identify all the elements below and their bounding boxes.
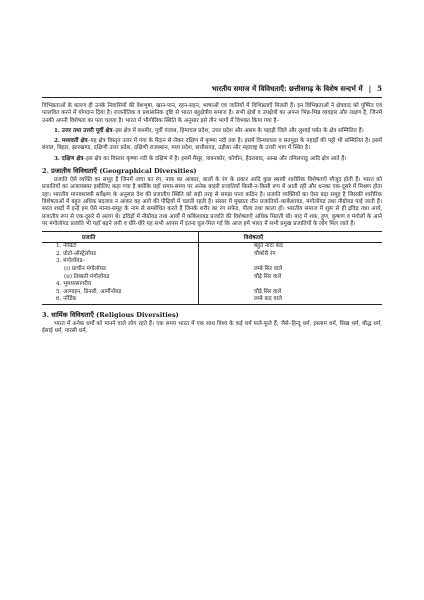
table-row (42, 266, 382, 274)
race-name-cell: 5. अल्पाइन, डिनारी, आर्मीनॉयड (42, 289, 198, 297)
table-row (42, 243, 382, 251)
region-south (42, 156, 382, 163)
table-row (42, 258, 382, 266)
table-row (42, 296, 382, 304)
race-trait-cell: चौकोरी रंग (253, 250, 276, 257)
race-trait-cell: बहुत नाटा कद (253, 243, 283, 250)
section-2-paragraph: प्रजाति ऐसे व्यक्ति का समूह है जिनमें त्वचा का रंग, नाक का आकार, बालों के रंग के प्रकार आदि कुछ स्थायी शारीरिक विशेषताएँ मौजूद होती हैं। भारत को प्रजातियों का अजायबघर इसीलिए कहा गया है क्योंकि यहाँ समय-समय पर अनेक बाहरी प्रजातियाँ किसी-न-किसी रूप में आती रहीं और धनका एक-दूसरे में मिश्रण होता रहा। भारतीय मानवशास्त्री सर्वेक्षण के अनुसार देश की प्रजातीय स्थिति को सही तरह से समझ पाना कठिन है। प्रजाति व्यक्तियों का ऐसा बड़ा समूह है जिसकी शारीरिक विशेषताओं में बहुत अधिक बदलाव न आकर वह आगे की पीढ़ियों में चलती रहती है। संसार में मुख्यतः तीन प्रजातियाँ–काकेशायड, मंगोलॉयड तथा नीग्रोयड पाई जाती हैं। सरल शब्दों में इन्हें हम ऐसे मानव-समूह के नाम से सम्बोधित करते हैं जिनके शरीर का रंग सफेद, पीला तथा काला हो। भारतीय समाज में शुरू से ही द्रविड़ तथा आर्य, प्रजातीय रूप से एक-दूसरे से अलग थे। द्रविड़ों में नीग्रोयड तथा आर्यों में कॉकेशायड प्रजाति की विशेषताएँ अधिक मिलती थीं। बाद में शक, हूण, कुषाण व मंगोलों के आने पर मंगोलॉयड प्रजाति भी यहाँ बढ़ने लगी व धीरे-धीरे यह सभी आपस में इतना घुल-मिल गई कि आज हमें भारत में सभी प्रमुख प्रजातियों के लोग मिल जाते हैं। (42, 177, 382, 227)
race-trait-cell: चौड़े सिर वाले (253, 273, 282, 280)
race-trait-cell (198, 258, 382, 266)
section-3-heading: 3. धार्मिक विविधताएँ (Religious Diversities) (42, 310, 179, 319)
region-north-text: –इस क्षेत्र में कश्मीर, पूर्वी पंजाब, हिमाचल प्रदेश, उत्तर प्रदेश और असम के पहाड़ी जिले और लुशाई पर्वत के क्षेत्र सम्मिलित हैं। (112, 127, 364, 134)
running-header (42, 84, 382, 98)
region-north (42, 128, 382, 135)
section-2-heading: 2. प्रजातीय विविधताएँ (Geographical Diversities) (42, 167, 197, 176)
race-trait-cell: चौड़े सिर वाले (253, 288, 282, 295)
race-trait-cell (198, 281, 382, 289)
page-number: 5 (377, 84, 382, 93)
race-name-cell: 2. प्रोटो-ऑस्ट्रेलॉयड (42, 251, 198, 259)
race-name-cell: (ii) तिब्बती मंगोलॉयड (42, 274, 198, 282)
race-table-body (42, 243, 382, 305)
race-name-cell: 1. नीग्रिटो (42, 243, 198, 251)
section-3-paragraph: भारत में अनेक धर्मों को मानने वाले लोग रहते हैं। एक समय भारत में एक साथ विश्व के कई धर्म फले-फूले हैं, जैसे–हिन्दू धर्म, इस्लाम धर्म, सिख धर्म, बौद्ध धर्म, ईसाई धर्म, पारसी धर्म, (42, 320, 382, 335)
race-name-cell: 3. मंगोलॉयड– (42, 258, 198, 266)
race-trait-cell: लम्बे कद वाले (198, 296, 382, 304)
race-name-cell: 4. भूमध्यसागरीय (42, 281, 198, 289)
region-central-text: –यह क्षेत्र विस्तृत उत्तर में गंगा के मैदान से लेकर दक्षिण में कृष्णा नदी तक है। इसमें विन्ध्याचल व सतपुड़ा के पहाड़ों की पट्टी भी सम्मिलित है। इसमें बंगाल, बिहार, झारखण्ड, दक्षिणी उत्तर प्रदेश, दक्षिणी राजस्थान, मध्य प्रदेश, छत्तीसगढ़, उड़ीसा और महाराष्ट्र के उत्तरी भाग में स्थित है। (42, 138, 382, 152)
region-south-label: 3. दक्षिण क्षेत्र (54, 155, 84, 162)
document-page (42, 84, 382, 339)
running-header-title: भारतीय समाज में विविधताएँ: छत्तीसगढ़ के विशेष सन्दर्भ में (211, 84, 363, 93)
race-table-header-traits: विशेषताएँ (198, 232, 382, 243)
region-south-text: –इस क्षेत्र का विस्तार कृष्णा नदी के दक्षिण में है। इसमें मैसूर, त्रावनकोर, कोचीन, हैदराबाद, आन्ध्र और तमिलनाडु आदि क्षेत्र आते हैं। (83, 155, 347, 162)
region-central (42, 138, 382, 153)
race-name-cell: (i) प्राचीन मंगोलॉयड (42, 266, 198, 274)
table-row (42, 251, 382, 259)
table-row (42, 281, 382, 289)
header-separator: | (368, 84, 372, 93)
table-row (42, 289, 382, 297)
race-trait-cell: लम्बे सिर वाले (253, 265, 283, 272)
race-name-cell: 6. नॉर्डिक (42, 296, 198, 304)
region-north-label: 1. उत्तर तथा उत्तरी पूर्वी क्षेत्र (54, 127, 113, 134)
intro-paragraph: विभिन्नताओं के कारण ही उनके निवासियों की वेशभूषा, खान-पान, रहन-सहन, भाषाओं एवं जातियों में विभिन्नताएँ मिलती हैं। इन विभिन्नताओं ने क्षेत्रवाद को पुष्पित एवं पल्लवित करने में योगदान दिया है। राजनीतिक व प्रशासनिक दृष्टि से भारत बहुक्षेत्रीय समाज है। सभी क्षेत्रों व उपक्षेत्रों का अपना भिन्न-भिन्न व्यवहार और लक्षण है, जिनमें उनकी अपनी विशेषता का पता चलता है। भारत में भौगोलिक स्थिति के अनुसार इसे तीन भागों में विभक्त किया गया है– (42, 103, 382, 124)
race-table (42, 231, 382, 305)
race-table-header-row (42, 232, 382, 243)
table-row (42, 274, 382, 282)
race-table-header-race: प्रजाति (42, 232, 198, 243)
region-central-label: 2. मध्यवर्ती क्षेत्र (54, 138, 88, 145)
